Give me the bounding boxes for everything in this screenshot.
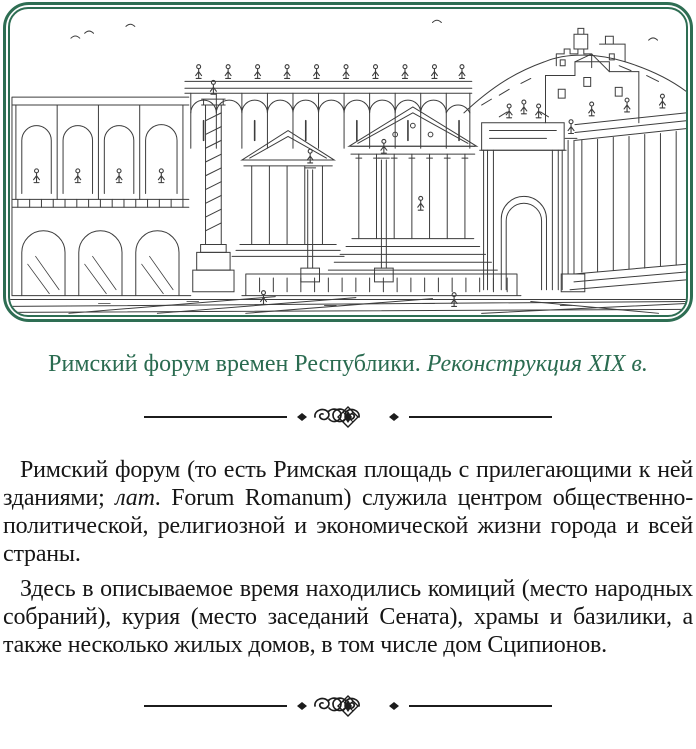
- twisted-column-monument: [193, 80, 234, 291]
- diamond-left-icon: [297, 413, 307, 421]
- illustration-frame: [3, 2, 693, 322]
- divider-line-left: [144, 705, 287, 707]
- ornamental-divider-bottom: [144, 693, 552, 719]
- rostra-platform: [242, 274, 521, 296]
- paragraph-forum-definition: [3, 456, 693, 568]
- main-temple: [328, 107, 497, 270]
- divider-line-right: [409, 416, 552, 418]
- illustration-frame-inner: [8, 7, 688, 317]
- left-basilica: [12, 97, 191, 295]
- plaza-paving: [10, 291, 686, 314]
- latin-term-italic: лат: [115, 485, 155, 511]
- diamond-right-icon: [389, 413, 399, 421]
- p1-text-after: . Forum Romanum) служила центром общественно-политической, религиозной и экономической жизни города и всей страны.: [3, 485, 693, 567]
- figure-caption-italic: Реконструкция XIX в.: [426, 351, 648, 377]
- page-root: [0, 2, 696, 749]
- divider-ornament-icon: [293, 404, 403, 430]
- right-colonnade-temple: [570, 94, 686, 290]
- article-text: [0, 456, 696, 659]
- figure-caption: [0, 348, 696, 380]
- divider-line-right: [409, 705, 552, 707]
- diamond-left-icon: [297, 702, 307, 710]
- scroll-left-icon: [315, 409, 341, 421]
- p1-text-before: Римский форум (то есть Римская площадь с прилегающими к ней зданиями;: [3, 457, 693, 511]
- scroll-left-icon: [315, 698, 341, 710]
- figure-caption-regular: Римский форум времен Республики.: [48, 351, 427, 377]
- paragraph-forum-buildings: Здесь в описываемое время находились комиций (место народных собраний), курия (место заседаний Сената), храмы и базилики, а также несколько жилых домов, в том числе дом Сципионов.: [3, 576, 693, 658]
- sky-birds-icon: [71, 20, 658, 40]
- small-temple: [232, 131, 344, 257]
- diamond-right-icon: [389, 702, 399, 710]
- triumphal-arch: [480, 100, 566, 290]
- forum-engraving: [10, 9, 686, 315]
- ornamental-divider-top: [144, 404, 552, 430]
- divider-ornament-icon: [293, 693, 403, 719]
- divider-line-left: [144, 416, 287, 418]
